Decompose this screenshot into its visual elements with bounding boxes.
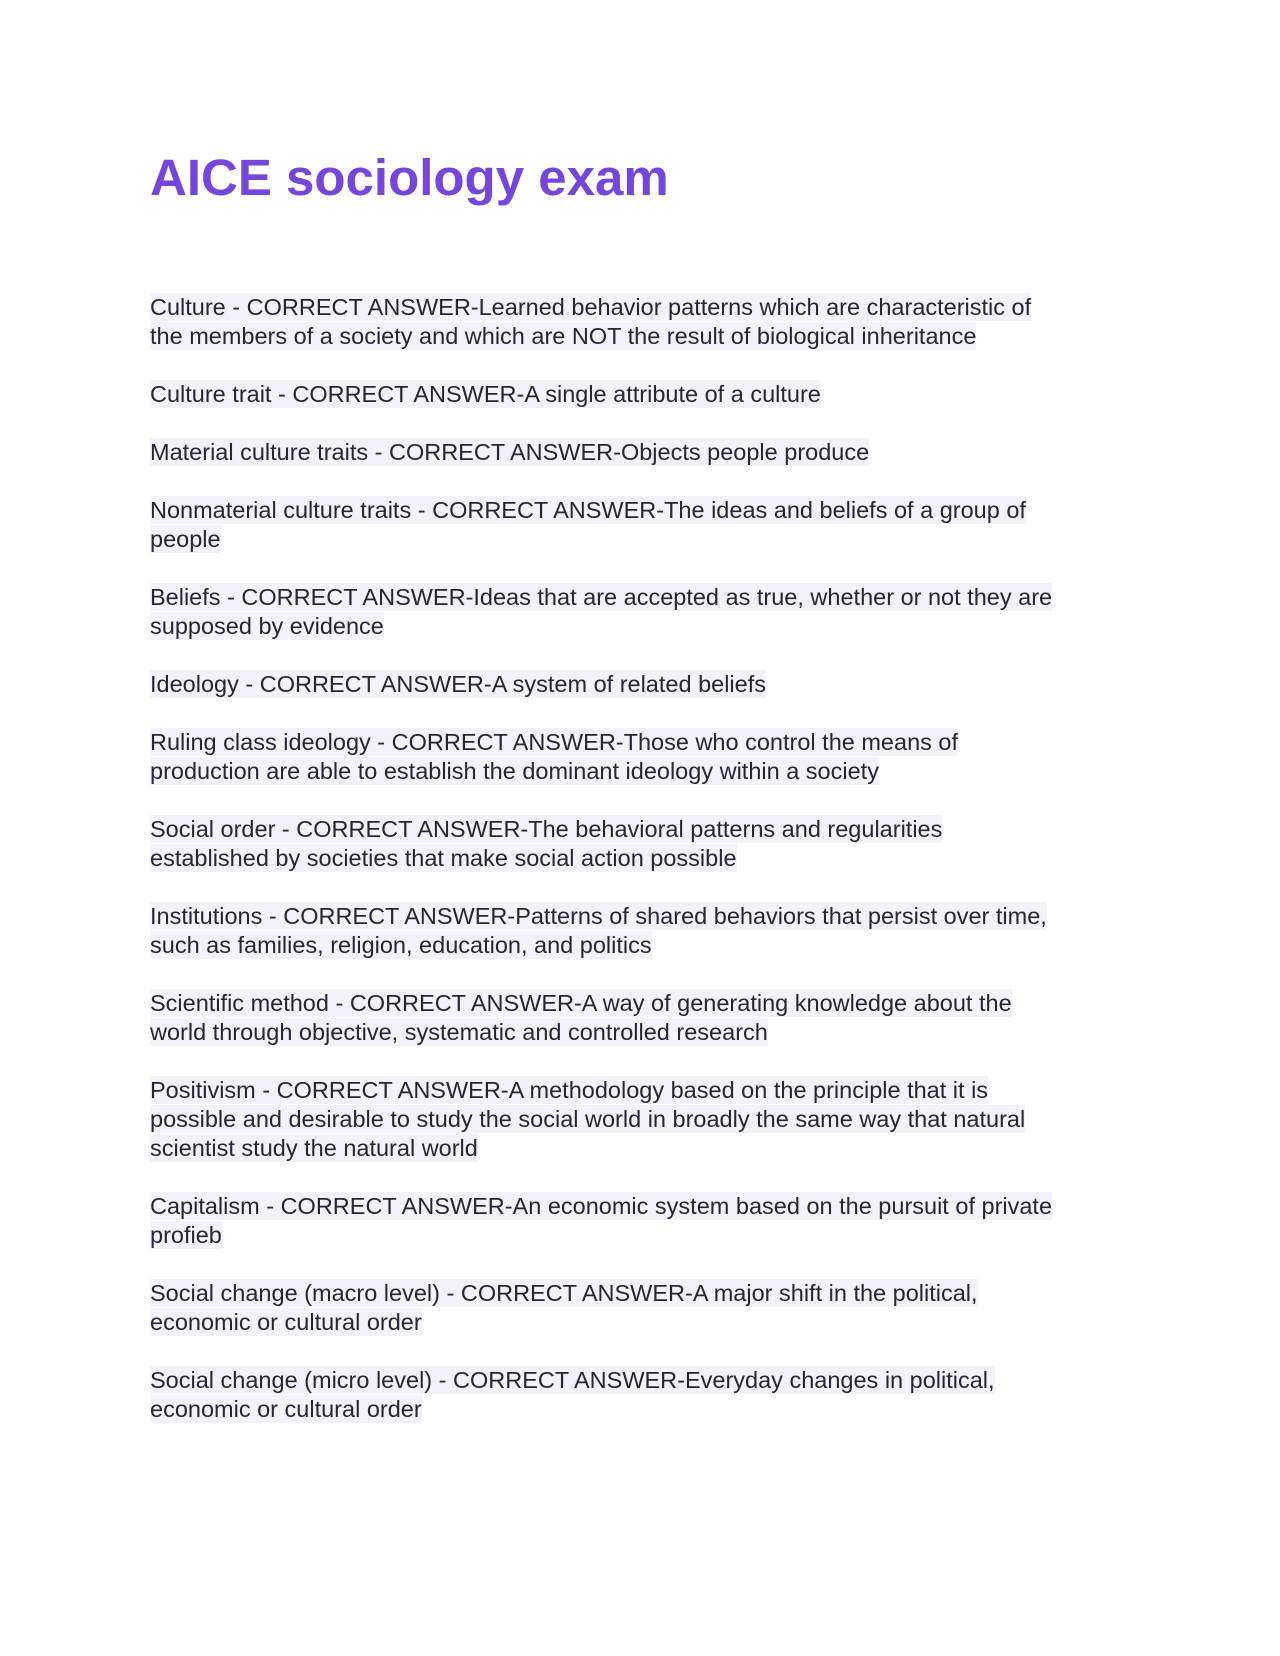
flashcard-entry (150, 989, 1140, 1047)
entry-line: profieb (150, 1222, 222, 1248)
entry-line: Positivism - CORRECT ANSWER-A methodology based on the principle that it is (150, 1077, 989, 1103)
flashcard-entry (150, 496, 1140, 554)
entry-line: Social order - CORRECT ANSWER-The behavioral patterns and regularities (150, 816, 943, 842)
entry-line: possible and desirable to study the social world in broadly the same way that natural (150, 1106, 1026, 1132)
flashcard-entry (150, 1279, 1140, 1337)
flashcard-entry (150, 1366, 1140, 1424)
flashcard-entry (150, 583, 1140, 641)
entry-line: Beliefs - CORRECT ANSWER-Ideas that are accepted as true, whether or not they are (150, 584, 1053, 610)
entry-line: economic or cultural order (150, 1396, 422, 1422)
flashcard-entry (150, 438, 1140, 467)
flashcard-entry (150, 1192, 1140, 1250)
flashcard-entry (150, 1076, 1140, 1163)
flashcard-entry (150, 728, 1140, 786)
entry-line: Nonmaterial culture traits - CORRECT ANSWER-The ideas and beliefs of a group of (150, 497, 1026, 523)
entry-line: Ruling class ideology - CORRECT ANSWER-Those who control the means of (150, 729, 959, 755)
entry-line: production are able to establish the dominant ideology within a society (150, 758, 879, 784)
entry-line: such as families, religion, education, and politics (150, 932, 652, 958)
entry-line: Social change (macro level) - CORRECT ANSWER-A major shift in the political, (150, 1280, 978, 1306)
entry-line: Capitalism - CORRECT ANSWER-An economic system based on the pursuit of private (150, 1193, 1053, 1219)
flashcard-list (150, 293, 1140, 1453)
entry-line: supposed by evidence (150, 613, 384, 639)
flashcard-entry (150, 293, 1140, 351)
entry-line: people (150, 526, 221, 552)
entry-line: established by societies that make social action possible (150, 845, 737, 871)
entry-line: Ideology - CORRECT ANSWER-A system of related beliefs (150, 671, 767, 697)
flashcard-entry (150, 902, 1140, 960)
entry-line: the members of a society and which are NOT the result of biological inheritance (150, 323, 977, 349)
flashcard-entry (150, 815, 1140, 873)
flashcard-entry (150, 670, 1140, 699)
entry-line: scientist study the natural world (150, 1135, 478, 1161)
entry-line: world through objective, systematic and controlled research (150, 1019, 768, 1045)
entry-line: Culture trait - CORRECT ANSWER-A single attribute of a culture (150, 381, 821, 407)
entry-line: Institutions - CORRECT ANSWER-Patterns of shared behaviors that persist over time, (150, 903, 1047, 929)
document-title: AICE sociology exam (150, 149, 669, 206)
entry-line: Culture - CORRECT ANSWER-Learned behavior patterns which are characteristic of (150, 294, 1032, 320)
entry-line: economic or cultural order (150, 1309, 422, 1335)
entry-line: Social change (micro level) - CORRECT ANSWER-Everyday changes in political, (150, 1367, 995, 1393)
entry-line: Material culture traits - CORRECT ANSWER-Objects people produce (150, 439, 870, 465)
entry-line: Scientific method - CORRECT ANSWER-A way of generating knowledge about the (150, 990, 1012, 1016)
flashcard-entry (150, 380, 1140, 409)
